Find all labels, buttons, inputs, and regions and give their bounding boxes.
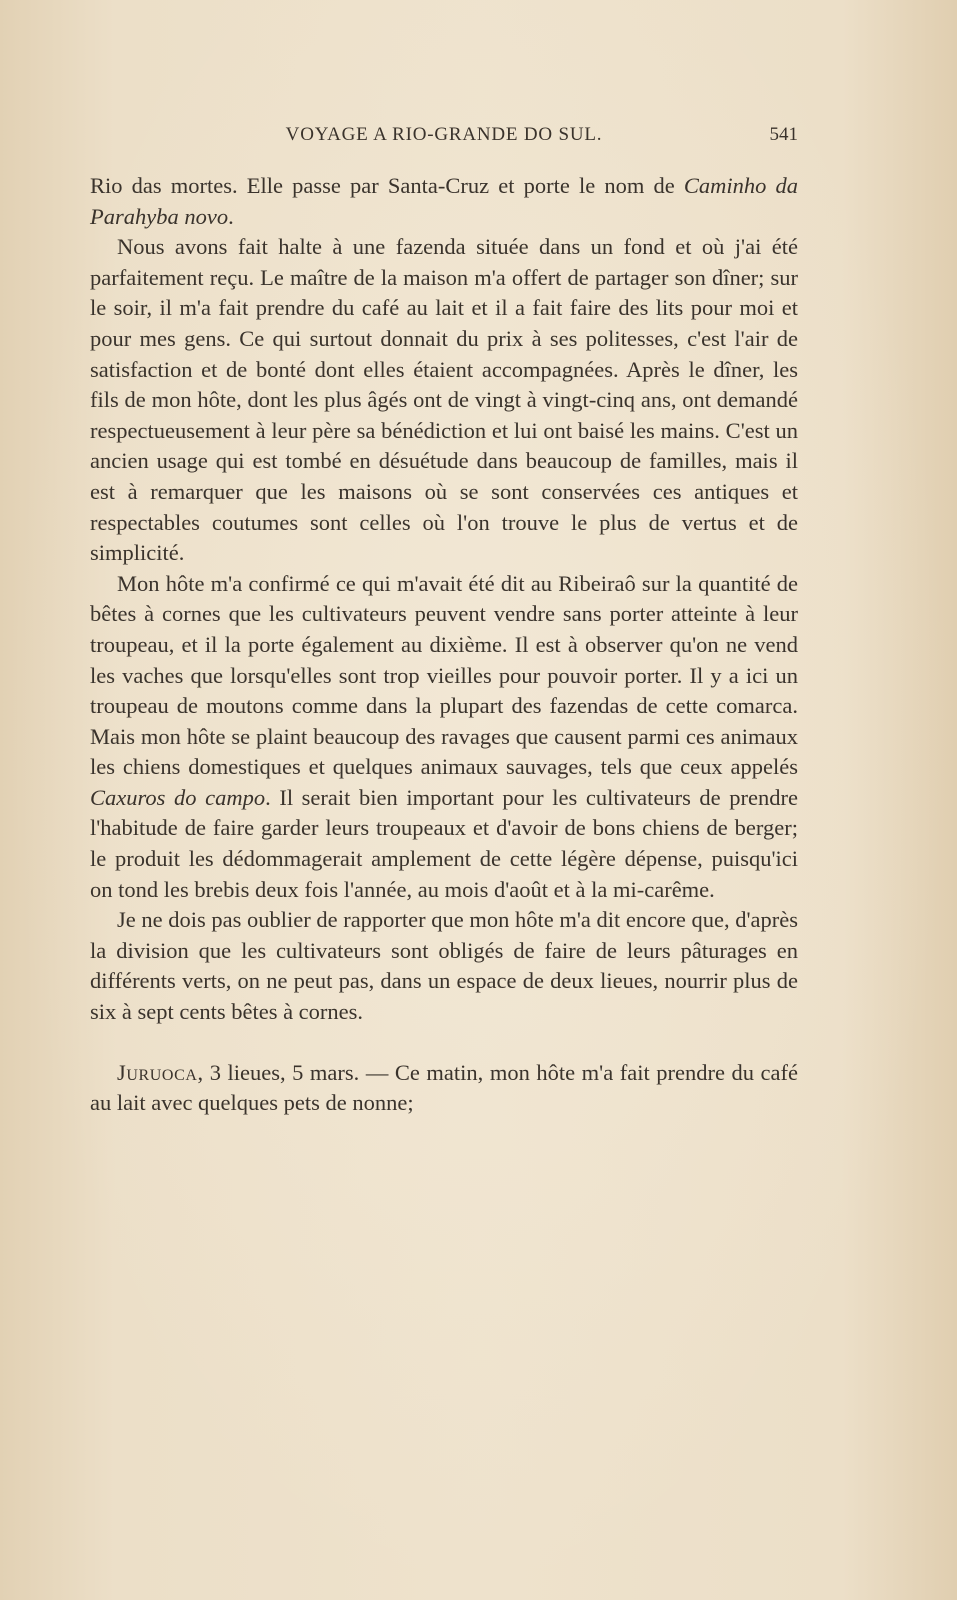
body-text (90, 171, 798, 1119)
paragraph-1-italic: Caminho da Parahyba novo (90, 173, 798, 229)
paragraph-5 (90, 1058, 798, 1119)
running-title: VOYAGE A RIO-GRANDE DO SUL. (285, 124, 603, 145)
page-number: 541 (769, 124, 798, 145)
page-header (90, 120, 798, 150)
paragraph-1 (90, 171, 798, 232)
paragraph-3-end: . Il serait bien important pour les cultivateurs de prendre l'habitude de faire garder leurs troupeaux et d'avoir de bons chiens de berger; le produit les dédommagerait amplement de cette légère dépense, puisqu'ici on tond les brebis deux fois l'année, au mois d'août et à la mi-carême. (90, 784, 798, 902)
paragraph-5-text: , 3 lieues, 5 mars. — Ce matin, mon hôte m'a fait prendre du café au lait avec quelques pets de nonne; (90, 1059, 798, 1116)
paragraph-1-end: . (228, 203, 234, 229)
paragraph-1-text: Rio das mortes. Elle passe par Santa-Cruz et porte le nom de (90, 173, 684, 198)
paragraph-3-text: Mon hôte m'a confirmé ce qui m'avait été dit au Ribeiraô sur la quantité de bêtes à cornes que les cultivateurs peuvent vendre sans porter atteinte à leur troupeau, et il la porte également au dixième. Il est à observer qu'on ne vend les vaches que lorsqu'elles sont trop vieilles pour pouvoir porter. Il y a ici un troupeau de moutons comme dans la plupart des fazendas de cette comarca. Mais mon hôte se plaint beaucoup des ravages que causent parmi ces animaux les chiens domestiques et quelques animaux sauvages, tels que ceux appelés (90, 570, 798, 780)
paragraph-2: Nous avons fait halte à une fazenda située dans un fond et où j'ai été parfaitement reçu. Le maître de la maison m'a offert de partager son dîner; sur le soir, il m'a fait prendre du café au lait et il a fait faire des lits pour moi et pour mes gens. Ce qui surtout donnait du prix à ses politesses, c'est l'air de satisfaction et de bonté dont elles étaient accompagnées. Après le dîner, les fils de mon hôte, dont les plus âgés ont de vingt à vingt-cinq ans, ont demandé respectueusement à leur père sa bénédiction et lui ont baisé les mains. C'est un ancien usage qui est tombé en désuétude dans beaucoup de familles, mais il est à remarquer que les maisons où se sont conservées ces antiques et respectables coutumes sont celles où l'on trouve le plus de vertus et de simplicité. (90, 234, 798, 566)
section-gap (90, 1028, 798, 1058)
paragraph-3 (90, 569, 798, 906)
paragraph-3-italic: Caxuros do campo (90, 784, 266, 810)
place-name: Juruoca (117, 1059, 198, 1085)
paragraph-4: Je ne dois pas oublier de rapporter que mon hôte m'a dit encore que, d'après la division que les cultivateurs sont obligés de faire de leurs pâturages en différents verts, on ne peut pas, dans un espace de deux lieues, nourrir plus de six à sept cents bêtes à cornes. (90, 907, 799, 1025)
